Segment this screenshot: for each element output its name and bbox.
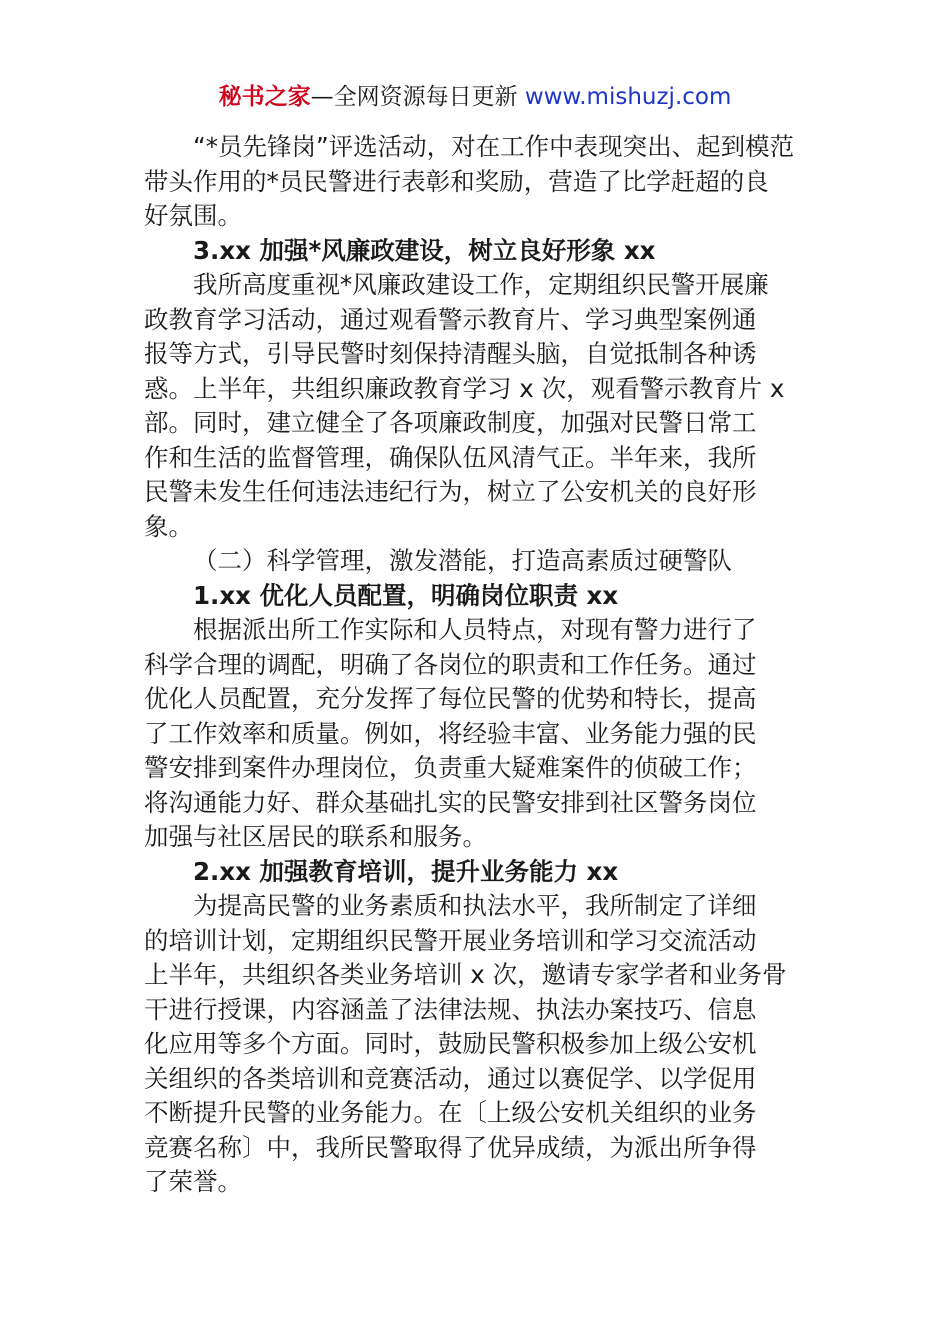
paragraph-line: “*员先锋岗”评选活动，对在工作中表现突出、起到模范 xyxy=(193,132,795,161)
paragraph-line: 民警未发生任何违法违纪行为，树立了公安机关的良好形 xyxy=(144,477,757,506)
paragraph-line: 带头作用的*员民警进行表彰和奖励，营造了比学赶超的良 xyxy=(144,166,769,196)
document-body xyxy=(144,130,814,1200)
paragraph-line: 关组织的各类培训和竞赛活动，通过以赛促学、以学促用 xyxy=(144,1063,757,1093)
paragraph-line: 的培训计划，定期组织民警开展业务培训和学习交流活动 xyxy=(144,925,757,955)
paragraph-line: 上半年，共组织各类业务培训 x 次，邀请专家学者和业务骨 xyxy=(144,960,787,989)
paragraph-line: 优化人员配置，充分发挥了每位民警的优势和特长，提高 xyxy=(144,684,757,713)
paragraph-line: 象。 xyxy=(144,511,193,541)
header-slogan: —全网资源每日更新 xyxy=(310,84,525,110)
paragraph-line: 政教育学习活动，通过观看警示教育片、学习典型案例通 xyxy=(144,304,757,334)
paragraph-line: 报等方式，引导民警时刻保持清醒头脑，自觉抵制各种诱 xyxy=(144,339,757,368)
paragraph-line: 好氛围。 xyxy=(144,201,242,230)
paragraph-line: 将沟通能力好、群众基础扎实的民警安排到社区警务岗位 xyxy=(144,787,757,817)
paragraph-line: 根据派出所工作实际和人员特点，对现有警力进行了 xyxy=(193,615,757,644)
paragraph-line: 不断提升民警的业务能力。在〔上级公安机关组织的业务 xyxy=(144,1098,757,1127)
section-heading: 2.xx 加强教育培训，提升业务能力 xx xyxy=(193,856,619,886)
paragraph-line: 惑。上半年，共组织廉政教育学习 x 次，观看警示教育片 x xyxy=(144,373,785,403)
paragraph-line: 了荣誉。 xyxy=(144,1167,242,1196)
paragraph-line: 我所高度重视*风廉政建设工作，定期组织民警开展廉 xyxy=(193,270,769,299)
header-site-link[interactable]: www.mishuzj.com xyxy=(524,84,732,110)
paragraph-line: 部。同时，建立健全了各项廉政制度，加强对民警日常工 xyxy=(144,408,757,437)
paragraph-line: 为提高民警的业务素质和执法水平，我所制定了详细 xyxy=(193,891,757,920)
page-header xyxy=(0,80,950,114)
section-heading: 1.xx 优化人员配置，明确岗位职责 xx xyxy=(193,580,619,610)
header-brand: 秘书之家 xyxy=(218,84,311,110)
section-heading: 3.xx 加强*风廉政建设，树立良好形象 xx xyxy=(193,235,656,265)
paragraph-line: 了工作效率和质量。例如，将经验丰富、业务能力强的民 xyxy=(144,718,757,748)
paragraph-line: 化应用等多个方面。同时，鼓励民警积极参加上级公安机 xyxy=(144,1029,757,1058)
paragraph-line: 警安排到案件办理岗位，负责重大疑难案件的侦破工作； xyxy=(144,753,757,782)
paragraph-line: 科学合理的调配，明确了各岗位的职责和工作任务。通过 xyxy=(144,649,757,679)
paragraph-line: 干进行授课，内容涵盖了法律法规、执法办案技巧、信息 xyxy=(144,994,757,1024)
paragraph-line: 作和生活的监督管理，确保队伍风清气正。半年来，我所 xyxy=(144,442,757,472)
paragraph-line: 加强与社区居民的联系和服务。 xyxy=(144,822,487,851)
paragraph-line: 竞赛名称〕中，我所民警取得了优异成绩，为派出所争得 xyxy=(144,1132,757,1162)
paragraph-line: （二）科学管理，激发潜能，打造高素质过硬警队 xyxy=(193,546,732,575)
